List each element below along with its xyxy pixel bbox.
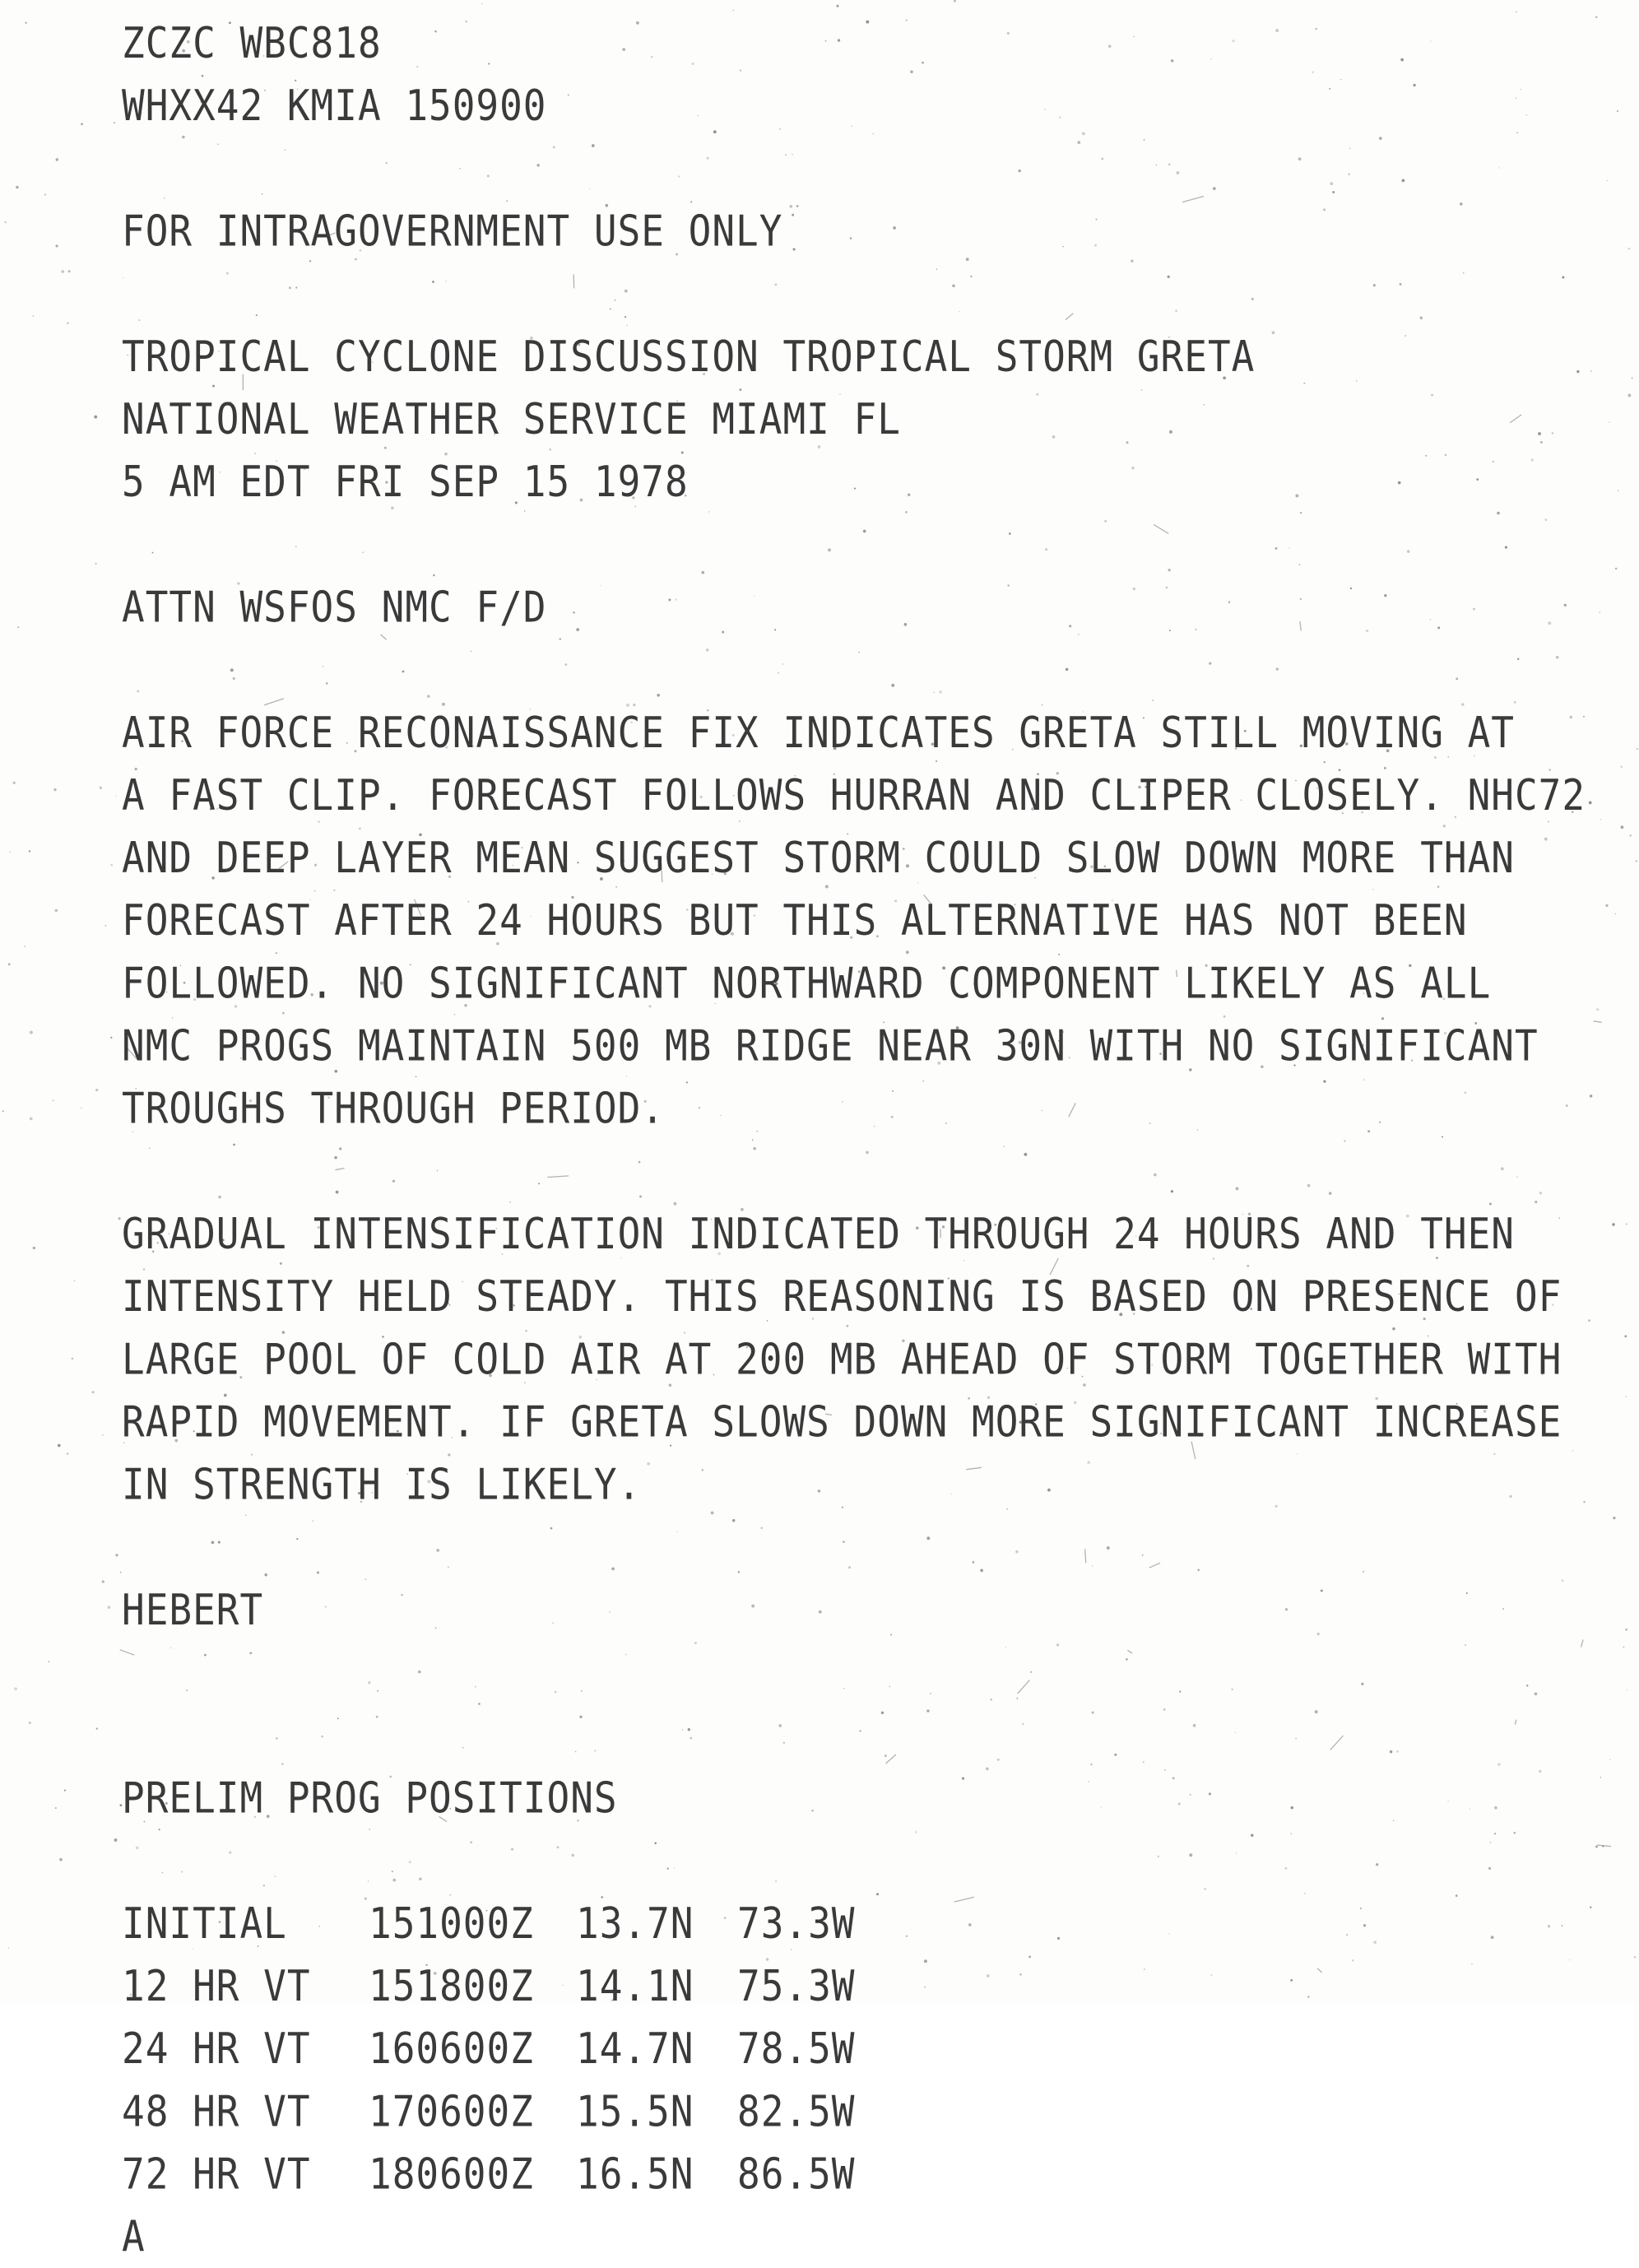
speckle: [25, 22, 26, 24]
speckle: [17, 626, 19, 628]
speckle: [1606, 180, 1607, 181]
prog-valid-time: 151800Z: [369, 1954, 576, 2017]
speckle: [9, 851, 11, 853]
paragraph-line: GRADUAL INTENSIFICATION INDICATED THROUGH 24 HOURS AND THEN: [122, 1202, 1603, 1265]
prog-position-row: [122, 2080, 1603, 2142]
speckle: [55, 909, 58, 913]
paragraph-line: A FAST CLIP. FORECAST FOLLOWS HURRAN AND CLIPER CLOSELY. NHC72: [122, 764, 1603, 826]
speckle: [1628, 248, 1631, 250]
speckle: [67, 1452, 68, 1454]
paragraph-line: LARGE POOL OF COLD AIR AT 200 MB AHEAD OF STORM TOGETHER WITH: [122, 1327, 1603, 1390]
issue-datetime: 5 AM EDT FRI SEP 15 1978: [122, 450, 1603, 513]
speckle: [68, 270, 71, 272]
speckle: [24, 946, 26, 947]
speckle: [118, 1217, 121, 1220]
prog-latitude: 14.1N: [576, 1954, 737, 2017]
prog-latitude: 13.7N: [576, 1892, 737, 1954]
speckle: [1626, 1396, 1627, 1397]
prog-longitude: 73.3W: [737, 1892, 869, 1954]
speckle: [1613, 1517, 1615, 1519]
discussion-title: TROPICAL CYCLONE DISCUSSION TROPICAL STORM GRETA: [122, 325, 1603, 388]
speckle: [94, 416, 97, 419]
speckle: [114, 122, 115, 123]
paragraph-line: RAPID MOVEMENT. IF GRETA SLOWS DOWN MORE SIGNIFICANT INCREASE: [122, 1391, 1603, 1453]
speckle: [53, 788, 56, 791]
paragraph-line: AIR FORCE RECONAISSANCE FIX INDICATES GRETA STILL MOVING AT: [122, 701, 1603, 764]
forecaster-signature: HEBERT: [122, 1578, 1603, 1641]
paragraph-line: IN STRENGTH IS LIKELY.: [122, 1453, 1603, 1516]
speckle: [1609, 421, 1610, 423]
speckle: [100, 787, 103, 790]
speckle: [1621, 766, 1623, 768]
speckle: [115, 795, 116, 796]
issuing-office: NATIONAL WEATHER SERVICE MIAMI FL: [122, 388, 1603, 450]
speckle: [104, 925, 106, 927]
speckle: [1637, 748, 1638, 750]
speckle: [55, 244, 58, 247]
speckle: [16, 186, 19, 189]
speckle: [72, 1358, 73, 1359]
prog-valid-label: INITIAL: [122, 1892, 369, 1954]
speckle: [1625, 1629, 1627, 1631]
speckle: [4, 221, 7, 224]
speckle: [44, 193, 47, 196]
speckle: [81, 123, 83, 125]
speckle: [95, 563, 96, 565]
speckle: [96, 1727, 98, 1729]
prog-position-row: [122, 2142, 1603, 2205]
speckle: [1620, 825, 1623, 829]
paragraph-line: FOLLOWED. NO SIGNIFICANT NORTHWARD COMPONENT LIKELY AS ALL: [122, 951, 1603, 1014]
speckle: [30, 1117, 33, 1120]
speckle: [74, 1280, 76, 1282]
restriction-notice: FOR INTRAGOVERNMENT USE ONLY: [122, 199, 1603, 262]
speckle: [29, 1722, 31, 1724]
speckle: [33, 1247, 35, 1249]
speckle: [2, 1110, 4, 1112]
paragraph-line: TROUGHS THROUGH PERIOD.: [122, 1077, 1603, 1140]
prog-valid-time: 160600Z: [369, 2017, 576, 2080]
prog-longitude: 78.5W: [737, 2017, 869, 2080]
speckle: [102, 1434, 104, 1436]
speckle: [1614, 913, 1616, 915]
speckle: [1626, 1223, 1627, 1225]
speckle: [954, 0, 956, 2]
speckle: [14, 1687, 17, 1690]
speckle: [114, 1838, 118, 1842]
speckle: [58, 1444, 61, 1448]
header-line-1: ZCZC WBC818: [122, 12, 1603, 74]
paragraph-line: INTENSITY HELD STEADY. THIS REASONING IS BASED ON PRESENCE OF: [122, 1265, 1603, 1327]
speckle: [55, 1807, 57, 1809]
speckle: [115, 1554, 118, 1556]
speckle: [1618, 490, 1619, 492]
speckle: [61, 270, 64, 273]
prog-valid-time: 180600Z: [369, 2142, 576, 2205]
speckle: [33, 315, 34, 316]
prog-longitude: 75.3W: [737, 1954, 869, 2017]
speckle: [95, 1089, 98, 1091]
speckle: [56, 158, 58, 160]
prog-positions-title: PRELIM PROG POSITIONS: [122, 1766, 1603, 1829]
speckle: [8, 1948, 9, 1949]
track-discussion-paragraph: [122, 701, 1603, 1140]
prog-position-row: [122, 1954, 1603, 2017]
speckle: [110, 1037, 112, 1039]
speckle: [837, 5, 839, 7]
end-of-message-marker: A: [122, 2205, 1603, 2268]
prog-valid-label: 72 HR VT: [122, 2142, 369, 2205]
speckle: [64, 1789, 66, 1791]
prog-latitude: 15.5N: [576, 2080, 737, 2142]
prog-latitude: 16.5N: [576, 2142, 737, 2205]
speckle: [1624, 1335, 1627, 1337]
prog-longitude: 82.5W: [737, 2080, 869, 2142]
intensity-discussion-paragraph: [122, 1202, 1603, 1516]
prog-valid-label: 48 HR VT: [122, 2080, 369, 2142]
speckle: [102, 1580, 104, 1582]
speckle: [733, 10, 734, 11]
prog-valid-label: 12 HR VT: [122, 1954, 369, 2017]
speckle: [8, 963, 11, 965]
speckle: [30, 1031, 33, 1034]
prog-position-row: [122, 1892, 1603, 1954]
speckle: [1609, 1759, 1611, 1761]
teletype-text-block: [122, 12, 1603, 2268]
speckle: [1617, 110, 1618, 112]
speckle: [110, 864, 113, 867]
speckle: [13, 782, 16, 784]
paragraph-line: AND DEEP LAYER MEAN SUGGEST STORM COULD SLOW DOWN MORE THAN: [122, 826, 1603, 889]
paragraph-line: FORECAST AFTER 24 HOURS BUT THIS ALTERNATIVE HAS NOT BEEN: [122, 889, 1603, 951]
speckle: [53, 1099, 54, 1101]
speckle: [481, 3, 483, 5]
speckle: [1605, 904, 1608, 907]
prog-latitude: 14.7N: [576, 2017, 737, 2080]
speckle: [108, 1606, 111, 1609]
speckle: [1634, 1956, 1636, 1958]
header-line-2: WHXX42 KMIA 150900: [122, 74, 1603, 137]
speckle: [1615, 568, 1617, 569]
prog-position-row: [122, 2017, 1603, 2080]
speckle: [1627, 394, 1631, 397]
paragraph-line: NMC PROGS MAINTAIN 500 MB RIDGE NEAR 30N WITH NO SIGNIFICANT: [122, 1015, 1603, 1077]
speckle: [29, 850, 30, 852]
prog-valid-time: 170600Z: [369, 2080, 576, 2142]
prog-valid-label: 24 HR VT: [122, 2017, 369, 2080]
prog-positions-table: [122, 1892, 1603, 2205]
speckle: [92, 1391, 95, 1393]
speckle: [1632, 377, 1633, 379]
speckle: [59, 1858, 63, 1861]
prog-longitude: 86.5W: [737, 2142, 869, 2205]
speckle: [1630, 834, 1632, 836]
speckle: [67, 323, 68, 324]
speckle: [49, 1661, 50, 1662]
speckle: [1636, 860, 1638, 862]
speckle: [1612, 1223, 1614, 1225]
speckle: [1623, 1647, 1625, 1648]
attention-line: ATTN WSFOS NMC F/D: [122, 575, 1603, 638]
prog-valid-time: 151000Z: [369, 1892, 576, 1954]
